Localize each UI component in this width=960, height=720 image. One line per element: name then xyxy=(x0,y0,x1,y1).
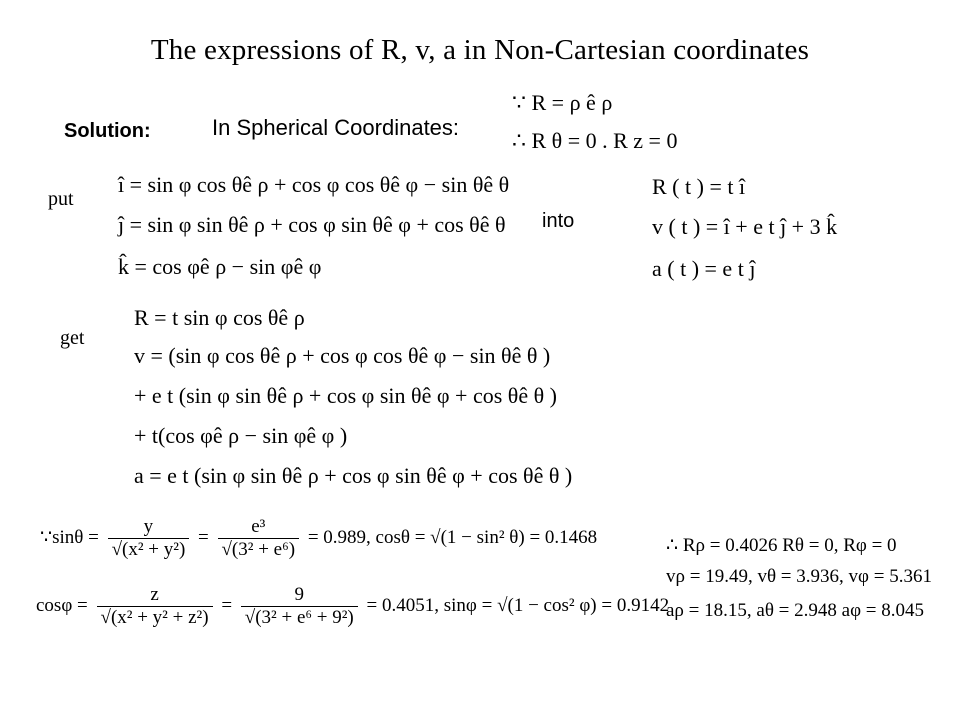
fraction-denominator: √(x² + y²) xyxy=(108,538,190,561)
because-equation: ∵ R = ρ ê ρ xyxy=(512,90,613,115)
result-a-components: aρ = 18.15, aθ = 2.948 aφ = 8.045 xyxy=(666,600,924,621)
fraction-numerator: y xyxy=(143,516,154,537)
get-equation-v-line3: + t(cos φê ρ − sin φê φ ) xyxy=(134,423,348,448)
fraction-denominator: √(3² + e⁶ + 9²) xyxy=(241,606,358,629)
cos-phi-lead: cosφ = xyxy=(36,594,88,616)
fraction-numerator: e³ xyxy=(251,516,266,537)
cos-phi-equation xyxy=(36,584,669,629)
equals-sign: = xyxy=(198,526,209,548)
sin-theta-fraction-2 xyxy=(218,516,300,561)
get-equation-a: a = e t (sin φ sin θê ρ + cos φ sin θê φ + cos θê θ ) xyxy=(134,463,573,488)
into-equation-v: v ( t ) = î + e t ĵ + 3 k̂ xyxy=(652,214,838,239)
put-label: put xyxy=(48,188,74,210)
solution-label: Solution: xyxy=(64,120,151,142)
put-equation-k: k̂ = cos φê ρ − sin φê φ xyxy=(118,254,322,279)
get-equation-v-line2: + e t (sin φ sin θê ρ + cos φ sin θê φ + cos θê θ ) xyxy=(134,383,557,408)
fraction-numerator: z xyxy=(150,584,159,605)
into-equation-r: R ( t ) = t î xyxy=(652,174,746,199)
fraction-denominator: √(x² + y² + z²) xyxy=(97,606,213,629)
cos-phi-fraction-2 xyxy=(241,584,358,629)
result-v-components: vρ = 19.49, vθ = 3.936, vφ = 5.361 xyxy=(666,566,932,587)
therefore-equation: ∴ R θ = 0 . R z = 0 xyxy=(512,128,678,153)
sin-theta-result: = 0.989, cosθ = √(1 − sin² θ) = 0.1468 xyxy=(307,526,598,548)
put-equation-j: ĵ = sin φ sin θê ρ + cos φ sin θê φ + cos θê θ xyxy=(118,212,506,237)
put-equation-i: î = sin φ cos θê ρ + cos φ cos θê φ − sin θê θ xyxy=(118,172,510,197)
sin-theta-fraction-1 xyxy=(108,516,190,561)
get-equation-v-line1: v = (sin φ cos θê ρ + cos φ cos θê φ − sin θê θ ) xyxy=(134,343,551,368)
into-equation-a: a ( t ) = e t ĵ xyxy=(652,256,756,281)
result-r-components: ∴ Rρ = 0.4026 Rθ = 0, Rφ = 0 xyxy=(666,535,897,556)
equals-sign: = xyxy=(221,594,233,616)
sin-theta-equation xyxy=(40,516,597,561)
cos-phi-fraction-1 xyxy=(97,584,213,629)
get-label: get xyxy=(60,327,85,349)
into-label: into xyxy=(542,210,575,232)
sin-theta-lead: ∵sinθ = xyxy=(40,526,99,548)
cos-phi-result: = 0.4051, sinφ = √(1 − cos² φ) = 0.9142 xyxy=(366,594,670,616)
fraction-denominator: √(3² + e⁶) xyxy=(218,538,300,561)
slide-title: The expressions of R, v, a in Non-Cartesian coordinates xyxy=(150,34,810,66)
fraction-numerator: 9 xyxy=(294,584,305,605)
spherical-coordinates-label: In Spherical Coordinates: xyxy=(212,115,460,140)
get-equation-r: R = t sin φ cos θê ρ xyxy=(134,305,305,330)
